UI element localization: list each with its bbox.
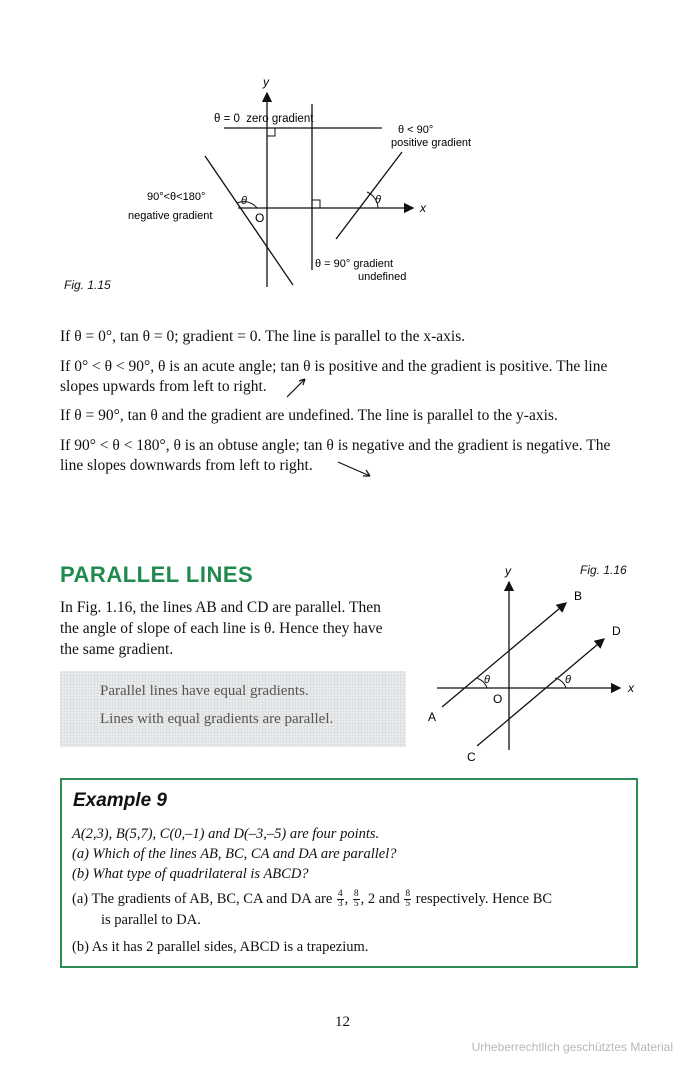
answer-a-prefix: (a) The gradients of AB, BC, CA and DA are [72,891,333,907]
downward-slope-icon [336,459,376,481]
right-angle-mark [312,200,320,208]
point-a-label: A [428,710,437,724]
rule-line-1: Parallel lines have equal gradients. [100,683,309,699]
positive-theta: θ [375,194,381,206]
case-acute-text-line2: slopes upwards from left to right. [60,378,267,395]
fraction-bc: $\frac{8}{5}$ [353,889,359,910]
vertical-angle-label: θ = 90° gradient [315,258,394,270]
example-title: Example 9 [73,790,167,811]
point-b-label: B [574,589,583,603]
origin-label: O [493,692,503,706]
case-acute-text-line1: If 0° < θ < 90°, θ is an acute angle; tan θ is positive and the gradient is positive. The line [60,358,608,375]
x-axis-label: x [628,681,634,695]
example-box [60,778,638,968]
zero-gradient-label: θ = 0 zero gradient [214,113,314,125]
section-heading: PARALLEL LINES [60,562,254,587]
question-intro: A(2,3), B(5,7), C(0,–1) and D(–3,–5) are four points. [72,826,380,842]
separator: , 2 and [360,891,400,907]
upward-slope-icon [284,374,310,400]
theta-cd: θ [565,674,571,686]
section-intro [60,597,420,660]
fig-1-16-label: Fig. 1.16 [580,563,627,577]
x-axis-label: x [420,201,426,215]
line-ab [442,603,566,707]
rule-line-2: Lines with equal gradients are parallel. [100,711,334,727]
intro-line: In Fig. 1.16, the lines AB and CD are parallel. Then [60,599,381,616]
origin-label: O [255,211,265,225]
watermark: Urheberrechtlich geschütztes Material [471,1040,673,1054]
intro-line: the same gradient. [60,641,174,658]
point-d-label: D [612,624,621,638]
rule-box [60,671,406,747]
y-axis-label: y [505,564,511,578]
case-obtuse-text-line1: If 90° < θ < 180°, θ is an obtuse angle; tan θ is negative and the gradient is negative. The [60,437,611,454]
fig-1-15-diagram [110,70,510,295]
vertical-undefined-label: undefined [358,271,407,283]
question-a: (a) Which of the lines AB, BC, CA and DA are parallel? [72,846,397,862]
theta-ab: θ [484,674,490,686]
positive-gradient-label: positive gradient [391,137,472,149]
positive-angle-label: θ < 90° [398,124,434,136]
fig-1-15-label: Fig. 1.15 [64,278,111,292]
fraction-da: $\frac{8}{5}$ [405,889,411,910]
right-angle-mark [267,128,275,136]
answer-b: (b) As it has 2 parallel sides, ABCD is a trapezium. [72,939,369,955]
separator: , [344,891,349,907]
case-zero-text: If θ = 0°, tan θ = 0; gradient = 0. The line is parallel to the x-axis. [60,328,466,345]
case-obtuse-text-line2: line slopes downwards from left to right. [60,457,313,474]
point-c-label: C [467,750,476,764]
answer-a-line2: is parallel to DA. [101,912,201,928]
answer-a-line1 [72,890,552,909]
y-axis-label: y [263,75,269,89]
negative-angle-label: 90°<θ<180° [147,191,206,203]
answer-a-suffix: respectively. Hence BC [415,891,553,907]
negative-gradient-label: negative gradient [128,210,213,222]
fraction-ab: $\frac{4}{3}$ [337,889,343,910]
question-b: (b) What type of quadrilateral is ABCD? [72,866,309,882]
fig-1-16-diagram [420,560,640,770]
case-vertical-text: If θ = 90°, tan θ and the gradient are undefined. The line is parallel to the y-axis. [60,407,558,424]
intro-line: the angle of slope of each line is θ. Hence they have [60,620,383,637]
positive-gradient-line [336,152,402,239]
negative-gradient-line [205,156,293,285]
negative-theta: θ [241,195,247,207]
page-number: 12 [335,1014,350,1030]
